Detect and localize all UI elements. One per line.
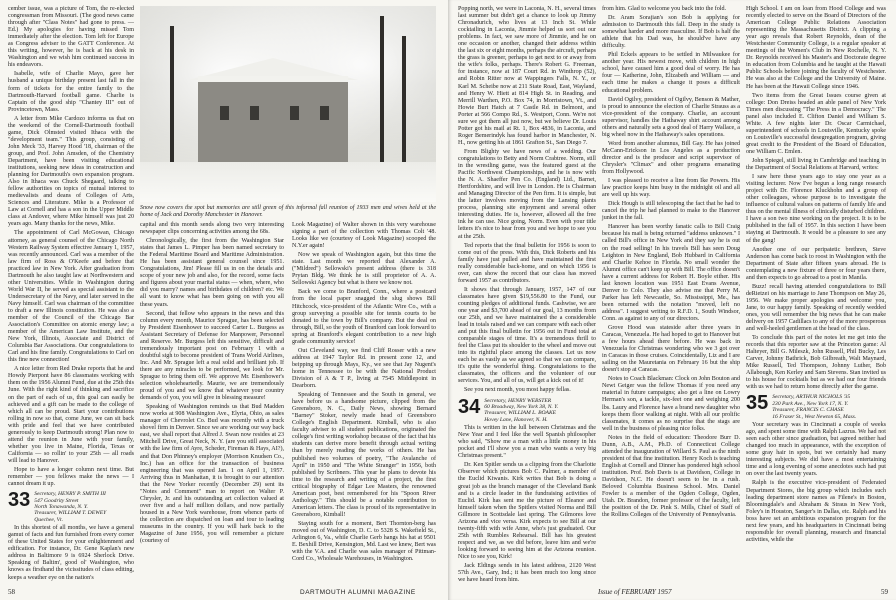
address-line: 16 Fraser St., West Newton 65, Mass. [772, 413, 857, 420]
paragraph: I was pleased to receive a line from Ike Powers. His law practice keeps him busy in the midnight oil and all are well up his way. [602, 178, 740, 199]
paragraph: Jack Eldings sends in his latest address, 2120 West 57th Ave., Gary, Ind.; it has been much too long since we have heard from him. [458, 563, 596, 584]
paragraph: High School. I am on loan from Hood College and was recently elected to serve on the Board of Directors of the American College Public Relations Association representing the Massachusetts District. A clipping a year ago reveals that Robert Reynolds, dean of the Westchester Community College, is a regular speaker at meetings of the Women's Club in New Rochelle, N. Y. Dr. Reynolds received his Master's and Doctorate degree in education from Columbia and he taught at the Hawaii Public Schools before joining the faculty of Westchester. He was also at the College and the University of Maine. He has been at the Hawaii College since 1946. [746, 6, 886, 90]
snow-ground [140, 162, 436, 202]
paragraph: A nice letter from Red Drake reports that he and Howdy Pierpont have 86 classmates working with them on the 1956 Alumni Fund, due at the 25th this June. With the right kind of thinking and sacrifice on the part of each of us, this goal can easily be achieved and a gift can be made to the college of which all can be proud. Start your contributions rolling in now so that, come June, we can sit back with pride and feel that we have contributed generously to keep Dartmouth strong! Plan now to attend the reunion in June with your family, whether you live in Maine, Florida, Texas or California — so rollin' to your 25th — all roads will lead to Hanover. [8, 366, 134, 464]
paragraph: Hope to have a longer column next time. But remember — you fellows make the news — I cannot dream it up. [8, 467, 134, 488]
paragraph: Dick Hough is still telescoping the fact that he had to cancel the trip he had planned to make to the Hanover junket in the fall. [602, 201, 740, 222]
left-column-3 [292, 222, 436, 574]
paragraph: In this shortest of all months, we have a general gamut of facts and fun furnished from every corner of these United States for your enlightenment and edification. For instance, Dr. Gene Kaplan's new address in Baltimore 9 is 6924 Sherlock Drive. Speaking of Baltim', good ol' Washington, who knows as firsthand the vicissitudes of class editing, keeps a weather eye on the nation's [8, 525, 134, 581]
paragraph: Speaking of Washington reminds us that Bud Madden now works at 908 Washington Ave., Elyria, Ohio, as sales manager of Chevrolet Co. Bud was recently with a truck shovel firm in Denver. Since we are working our way back east, we shall report that Alfred J. Swan now resides at 23 Mitchell Drive, Great Neck, N. Y. (are you still associated with the law firm of Ayre, Scheder, Fireman & Hays, AI?), and that Don Phinney's employer (Morrison Knudsen Co., Inc.) has an office for the transaction of business engineering that was opened Jan. 1 on April 1, 1957. Arriving thus in Manhattan, it is brought to our attention that the New Yorker recently (December 29) sent its "Notes and Comment" man to report on Walter P. Chrysler, Jr. and his outstanding art collection valued at over five and a half million dollars, and now partially housed in a New York warehouse, from whence parts of the collection are dispatched on loan and tour to leading museums in the country. If you will hark back to the Magazine of June 1956, you will remember a picture (courtesy of [140, 404, 284, 545]
paragraph: Second, that fellow who appears in the news and this column every month, Maurice Sprague, has been selected by President Eisenhower to succeed Carter L. Burgess as Assistant Secretary of Defense for Manpower, Personnel and Reserve. Mr. Burgess left this sensitive, difficult and tremendously important post on February 1 with a doubtful sigh to become president of Trans World Airlines, Inc. And Mr. Sprague left a real solid and brilliant job. If there are any miracles to be performed, we look for Mr. Sprague to bring them off. We approve Mr. Eisenhower's selection wholeheartedly. Maurie, we are tremendously proud of you and we know that whatever your country demands of you, you will give in blessing measure! [140, 310, 284, 402]
paragraph: capital and this month sends along two very interesting newspaper clips concerning activities among the 68s. [140, 222, 284, 236]
page-number: 59 [881, 588, 888, 596]
paragraph: Ralph is the executive vice-president of Federated Department Stores, the big group which includes such leading department store names as Filene's in Boston, Bloomingdale's and Abraham & Straus in New York, Foley's in Houston, Sanger's in Dallas, etc. Ralph and his boss have set an ambitious expansion program for the next few years, and his headquarters in Cincinnati being responsible for overall planning, research and financial activities, while the [746, 480, 886, 543]
secretary-line: Secretary, ARTHUR NICHOLS '35 [772, 394, 851, 401]
paragraph: from him. Glad to welcome you back into the fold. [602, 6, 727, 12]
house-window [250, 106, 259, 120]
address-line: Hovey Lane, Hanover, N. H. [484, 416, 548, 423]
left-column-1 [8, 6, 134, 581]
paragraph: Phil Eckels appears to be settled in Milwaukee for another year. His newest move, with children in high school, have caused him a good deal of worry. He has four — Katherine, John, Elizabeth and William — and each time he makes a change it poses a difficult educational problem. [602, 52, 740, 94]
class-officers [34, 491, 106, 523]
paragraph: Ted reports that the final bulletin for 1956 is soon to come out of the press. With this, Dick Roberts and his family have just pulled and have maintained the first really considerable back-home, and on which 1956 is over, can show the record that our class has moved forward 1957 as contributors. [458, 242, 596, 284]
class-officers [484, 398, 558, 424]
class-header-33 [8, 491, 134, 523]
house-window [320, 106, 329, 120]
paragraph: Dr. Ken Spitler sends us a clipping from the Charlotte Observer which pictures Bob C. Palmer, a member of the Euclid Kiwanis. Kirk writes that Bob is doing a great job as the branch manager of the Cleveland Bank and is a circle leader in the fundraising activities of Euclid. Kirk has sent me the picture of Eleanor and himself taken when the Spitlers visited Norma and Bill Gillmore in Scottsdale last spring. The Gilmores love Arizona and vice versa. Kirk expects to see Bill at our twenty-fifth with wife Anne, who's just graduated. Our 25th with Rumbles Rehearsal. Bill has his greatest respect and we, as we did before, leave him and we're looking forward to seeing him at the Arizona reunion. Nice to see you, Kirk! [458, 462, 596, 560]
class-number: 34 [458, 395, 481, 418]
paragraph: Your secretary was in Cincinnati a couple of weeks ago, and spent some time with Ralph Lazrus. We had not seen each other since graduation, but agreed neither had changed too much in appearance, with the exception of some gray hair in spots, but we certainly had many interesting subjects. We did have a most entertaining time and a long evening of some anecdotes such had put on over the last twenty years. [746, 422, 886, 478]
paragraph: Chronologically, the first from the Washington Star states that James L. Pimper has been named secretary to the Federal Maritime Board and Maritime Administration. He has been assistant general counsel since 1951. Congratulations, Jim! Please fill us in on the details and scope of your new job and also, for the record, some facts and figures about your marital status — when, where, who did you marry? names and birthdates of children? etc. We all want to know what has been going on with you all these years. [140, 238, 284, 308]
paragraph: Isabelle, wife of Charlie Mayo, gave her husband a unique birthday present last fall in the form of tickets for the entire family to the Dartmouth-Harvard football game. Charlie is Captain of the good ship "Chantey III" out of Provincetown, Mass. [8, 71, 134, 113]
reunion-photo [140, 6, 436, 202]
address-line: Quechee, Vt. [34, 516, 63, 523]
class-number: 33 [8, 489, 31, 512]
paragraph: Notes in the field of education: Theodore Burr D. Dunn, A.B., A.M., Ph.D. of Connecticut College attended the inauguration of Willard S. Paul as the ninth president of that fine institution. Henry Koch is teaching English at Cornell and Dinner has pondered high school institution. Prof. Bob Davis is at Davidson, College in Davidson, N.C. He doesn't seem to be in a rush. Beloved Columbia Business School. Mrs. Daniel Fowler is a member of the Ogden College, Ogden, Utah. Dr. Brandon, former professor of the faculty, left the position of the Dr. Pink S. Mills, Chief of Staff of the Rollins Colleges of the University of Pennsylvania. [602, 434, 740, 519]
treasurer-line: Treasurer, FRANCIS C. CHASE [772, 407, 844, 414]
paragraph: Notes to Coach Blackman: Clock on John Bouton and Newt Geiger was the fellow Thomas if you need any material in future campaigns; also get a line on Lowry Herman's son, a tackle, six-feet one and weighing 200 lbs. Laury and Florence have a brand new daughter who keeps them floor walking at night. With all our prolific classmates, it comes as no surprise that the stags are well in the business of pleasing nice folks. [602, 376, 741, 432]
house [198, 76, 348, 168]
secretary-line: Secretary, HENRY P. SMITH III [34, 491, 106, 498]
secretary-line: Secretary, HENRY WEBSTER [484, 397, 552, 404]
house-window [220, 106, 229, 120]
paragraph: To conclude this part of the notes let me get into the records that this reporter saw at the Princeton game: Al Halteyer, Bill G. Mileszk, John Russell, Phil Bucky, Les Carver, Johnny Bathrick, Bob Gilbreath, Walt Maynard, Mike Russell, Ted Thompson, Johnny Luther, Bob Allabough, Ken Kerley and Sam Stevens. Stan invited us to his house for cocktails but as we had our four friends with us we had to return home directly after the game. [746, 335, 886, 391]
left-column-2 [140, 222, 284, 574]
address-line: North Tonawanda, N. Y. [34, 503, 88, 510]
class-header-35 [746, 394, 886, 420]
tree-trunk [402, 36, 406, 176]
paragraph: Back we come to Branford, Conn., where a postcard from the local paper snagged the slug shows Bill Hitchcock, vice-president of the Atlantic Wire Co., with a group surveying a possible site for tennis courts to be donated to the town by Bill's company. But the deal on through, Bill, so the youth of Branford can look forward to spring at Branford's elegant contribution to a new high grade community service! [292, 289, 436, 345]
paragraph: Staying south for a moment, Bert Thornton-berg has moved out of Washington, D. C. to 5328 S. Wakefield St., Arlington 6, Va., while Charlie Gerb hangs his hat at 9501 E. Bexhill Drive, Kensington, Md. Last we knew, Bert was with the V.A. and Charlie was sales manager of Pittman-Cord Co., Wholesale Warehouses, in Washington. [292, 520, 436, 563]
address-line: 60 Broadway, New York 38, N. Y. [484, 403, 559, 410]
tree-trunk [170, 26, 174, 176]
page-number: 58 [8, 588, 15, 596]
paragraph: From Blighty we have news of a wedding. Our congratulations to Betty and Norm Crabtree. Norm, still in the wrestling game, was the featured guest at the Pacific Northwest Championships, and he is now with the N. A. Shaeffer Pen Co. (England) Ltd., Barnet, Hertfordshire, and will live in London. He is Chairman and Managing Director of the Pen firm. It is simple, but the latter involves moving from the Lansing plants process, planning site enjoyment and several other interesting duties. He is, however, allowed all the free ink he can use. Nice going, Norm. Even with your title letters it's nice to hear from you and we hope to see you at the 25th. [458, 148, 596, 240]
paragraph: Another one of our peripatetic brethren, Steve Anderson has come back to roost in Washington with the Department of State after fifteen years abroad. He is contemplating a new fixture of three or four years there, and then expects to go abroad to a post in Manila. [746, 246, 886, 281]
treasurer-line: Treasurer, WILLIAM L. BOAKE [484, 410, 557, 417]
treasurer-line: Treasurer, WILLIAM T. DEWEY [34, 510, 107, 517]
class-number: 35 [746, 392, 769, 415]
address-line: 230 Park Ave., New York 17, N. Y. [772, 400, 849, 407]
paragraph: The appointment of Carl McGowan, Chicago attorney, as general counsel of the Chicago North Western Railway System effective January 1, 1957, was recently announced. Carl was a member of the law firm of Ross & O'Keefe and before that practiced law in New York. After graduation from Dartmouth he also taught law at Northwestern and other Universities. While in Washington during World War II, he served as special assistant to the Undersecretary of the Navy, and later served in the Navy himself. Carl was chairman of the committee to draft a new Illinois constitution. He was also a member of the Council of the Chicago Bar Association's Committee on atomic energy law; a member of the American Law Institute, and the New York, Illinois, Associate and District of Columbia Bar Associations. Our congratulations to Carl and his fine family. Congratulations to Carl on this fine new connection! [8, 230, 134, 364]
paragraph: A letter from Mike Cardozo informs us that on the weekend of the Cornell-Dartmouth football game, Dick Olmsted visited Ithaca with the "development team." This group, consisting of John Meck '33, Harvey Hood '18, chairman of the group, and Prof. John Amsden, of the Chemistry Department, have been visiting educational institutions, seeking new ideas in construction and planning for Dartmouth's own expansion program. Also in Ithaca was Chuck Shegaard, talking to fellow authorities on topics of mutual interest to medievalists and deans of Colleges of Arts, Sciences and Literature. Mike is a Professor of Law at Cornell and has a son in the Upper Middle class at Andover, where Mike himself was just 20 years ago. Many thanks for the news, Mike. [8, 115, 134, 228]
paragraph: Look Magazine) of Walter shown in this very warehouse signing a part of the collection with Thomas Colt '48. Looks like we (courtesy of Look Magazine) scooped the N.Y.er again! [292, 222, 436, 250]
paragraph: David Ogilvy, president of Ogilvy, Benson & Mather, is proud to announce the election of Charlie Strauss as a vice-president of the company. Charlie, an account supervisor, handles the Hathaway shirt account among others and naturally sets a good deal of Harry Wallace, a big wheel now in the Hathaway's sales operations. [602, 96, 740, 138]
paragraph: Out Cleveland way, we find Cliff Rosser with a new address at 1947 Taylor Rd. in present zone 12, and beipping up through Mays, Ky., we see that Jay Nugent's home in Tennessee to be with the National Product Division of A & T P., living at 7545 Middlepoint in Dearborn. [292, 347, 436, 390]
right-column-2 [602, 6, 740, 574]
class-header-34 [458, 395, 596, 424]
paragraph: It shows that through January, 1957, 147 of our classmates have given $19,556.80 to the Fund, our counting pledges of additional funds. Cashwise, we are one year and $3,700 ahead of our goal, 13 months from our 25th, and we have maintained the a considerable lead in totals raised and we can compare with each other and put this final bulletin for 1956 out in Fund total at comparable stages of time. It's a tremendous thrill to feel the Class put its shoulder to the wheel and move out into its rightful place among the classes. Let us now each be as vastly as we agreed so that we can compare, it's quite the wonderful thing. Congratulations to the classmates, the officers and the volunteer of our services. You, and all of us, will get a kick out of it! [458, 286, 596, 385]
paragraph: This is written in the lull between Christmas and the New Year and I feel like the well Spanish philosopher who said, "Show me a man with a little money in his pocket and I'll show you a man who wants a very big Christmas present." [458, 425, 596, 460]
paragraph: Buzz! recall having attended congratulations to Bill deRietzei on his marriage to Jane Thompson on May 26, 1956. We make proper apologies and welcome you, Jane, to our happy family. Speaking of recently wedded ones, you will remember the big news that he can make delivery on 1957 Cadillacs to any of the more prosperous and well-heeled gentlemen at the head of the class. [746, 283, 886, 333]
photo-caption: Snow now covers the spot but memories are still green of this informal fall reunion of 1933 men and wives held at the home of Jack and Dorothy Manchester in Hanover. [140, 205, 436, 218]
paragraph: Word from another alumnus, Bill Gay. He has joined McCann-Erickson in Los Angeles as a production director and is the producer and script supervisor of Chrysler's "Climax" and other programs emanating from Hollywood. [602, 140, 740, 176]
address-line: 547 Goodrity Street [34, 497, 79, 504]
paragraph: Speaking of Tennessee and the South in general, we have before us a handsome picture, clipped from the Greensboro, N. C., Daily News, showing Bernard "Barney" Stoker, newly made head of Greensboro College's English Department. Kimball, who is also faculty adviser to all student publications, originated the college's first writing workshop because of the fact that his students can derive more benefit through actual writing than by merely reading the works of others. He has published two volumes of poetry, "The Avalanche of April" in 1950 and "The White Stranger" in 1956, both published by Scribners. This year he plans to devote his time to the research and writing of a project, the first critical biography of Edgar Lee Masters, the renowned American poet, best remembered for his "Spoon River Anthology." This should be a notable contribution to American letters. The class is proud of its representative in Greensboro, Kimball! [292, 392, 436, 518]
house-window [290, 106, 299, 120]
paragraph: cember issue, was a picture of Tom, the re-elected congressman from Missouri. (The good news came through after "Class Notes" had gone to press. — Ed.) My apologies for having missed Tom immediately after the election. Tom left for Europe as Congress adviser to the GATT Conference. At this writing, however, he is back at his desk in Washington and we wish him continued success in his endeavors. [8, 6, 134, 69]
paragraph: John Spiegel, still living in Cambridge and teaching in the Department of Social Relations at Harvard, writes: [746, 157, 886, 172]
magazine-title: DARTMOUTH ALUMNI MAGAZINE [300, 589, 416, 596]
paragraph: Popping north, we were in Laconia, N. H., several times last summer but didn't get a chance to look up Jimmy Chronadurich, who lives at 13 Inch St. While cocktailing in Laconia, Jimmie helped us sort out our problems. In fact, we saw more of Jimmie, and he on one occasion or another, changed their address within the last six or eight months, perhaps the aircraft, perhaps the grass is greener, perhaps to get next to or away from the wife's folks, perhaps. There's Robert G. Freeman, for instance, now at 187 Court Rd. in Winthrop (52), and Robin Ritter now at Wappingers Falls, N. Y., or Karl M. Scheibe now at 211 State Road, East, Wayland, and Henry W. Hiett at 814 High St. in Reading, and Merrill Warthen, P.O. Box 74, in Morristown, Vt., and Howie Burt Hatch at 7 Castle Rd. in Belmont, and Porter at 566 Compo Rd., S. Westport, Conn. We're not sure we got them all just now, but we believe Dr. Louis Potter got his mail at Rt. 1, Box 4836, in Laconia, and Roger Bemerindyk has found harbor in Manchester, N. H., now getting his at 1861 Grafton St., San Diego 7. [458, 6, 596, 146]
tree-trunk [380, 16, 384, 176]
paragraph: Two items from the Great Issues course given at college: Don Dreiss headed an able panel of New York Times men discussing "The Press in a Democracy." The panel also included E. Clifton Daniel and William S. White. A few nights later Dr. Oscar Carmichael, superintendent of schools in Louisville, Kentucky spoke on Louisville's successful desegregation program, giving great credit to the President of the Board of Education, one William C. Emlen. [746, 92, 886, 155]
class-officers [772, 394, 856, 420]
right-column-1 [458, 6, 596, 584]
paragraph: Hanover has been worthy fanatic calls to Bill Craig because his mail is being returned "address unknown." I called Bill's office in New York and they say he is out on the road selling! In his travels Bill has seen Doug Leighton in New England, Bob Hubbard in California and Charlie Kehoe in Florida. No small wonder the Alumni office can't keep up with Bill. The office doesn't have a current address for Robert H. Boyle either. His last known location was 1951 East Evans Avenue, Denver to Colo. They also advise me that Perry M. Parker has left Newcastle, So. Mississippi, Me., has been returned with the notation "moved, left no address". I suggest writing to R.F.D. 1, South Windsor, Conn. as against to any of our directors. [602, 224, 740, 322]
right-page [448, 0, 896, 600]
issue-date: Issue of FEBRUARY 1957 [598, 588, 672, 596]
right-column-3 [746, 6, 886, 574]
paragraph: Grove Hood was stateside after three years in Caracas, Venezuela. He had hoped to get to Hanover but a few hours ahead there before. He was back in Venezuela for Christmas wondering who we 3 got over in Caracas in those cruises. Coincidentally, Liz and I are sailing on the Mauretania on February 16 but the ship doesn't stop at Caracas. [602, 325, 740, 374]
paragraph: I saw here these years ago to stay one year as a visiting lecturer. Now I've begun a long range research project with Dr. Florence Kluckhohn and a group of other colleagues, whose purpose is to investigate the influence of cultural values on patterns of family life and thus on the mental illness of clinically disturbed children. I have a son two nine working on the project. It is to be published in the fall of 1957. In this section I have been staying at Dartmouth. It would be a pleasure to see any of the gang! [746, 174, 886, 244]
paragraph: Now we speak of Washington again, but this time the state. Last month we reported that Alexander A. ("Mildred") Sellowski's present address (there is 318 Prytan Bldg. We think he is still proprietor of A. A. Sellowski Agency but what is there we know not. [292, 252, 436, 287]
paragraph: See you next month, you most happy fellas. [464, 387, 571, 394]
paragraph: Dr. Aram Sorajian's son Bob is applying for admission to Dartmouth this fall. Deep in the study is somewhat harder and more masculine. If Bob is half the athlete that his Dad was, he should've have any difficulty. [602, 15, 740, 50]
